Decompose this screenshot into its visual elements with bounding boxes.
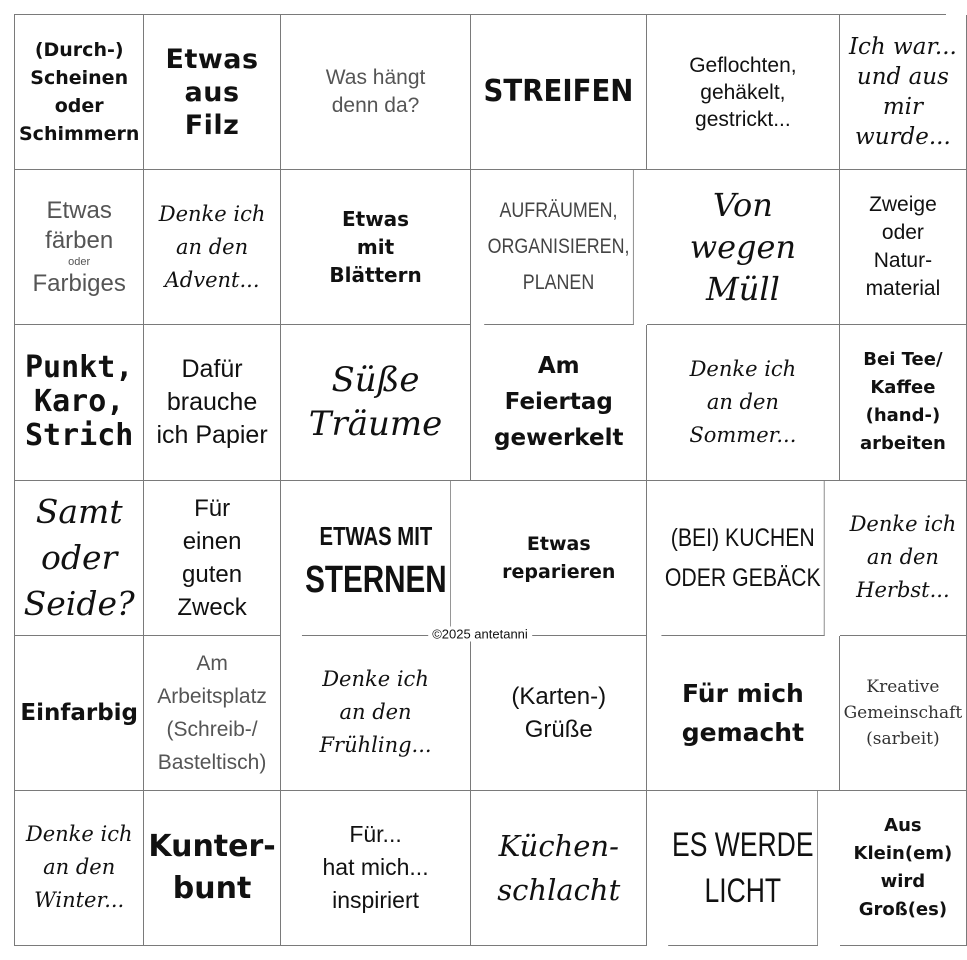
bingo-cell[interactable]	[144, 636, 280, 791]
cell-line: STERNEN	[304, 558, 447, 601]
cell-line: Frühling...	[319, 733, 432, 758]
cell-line: Natur-	[873, 249, 933, 273]
cell-line: oder	[54, 95, 104, 118]
cell-line: (sarbeit)	[866, 728, 940, 749]
cell-line: Groß(es)	[858, 898, 948, 920]
bingo-cell[interactable]	[485, 170, 634, 325]
bingo-cell[interactable]	[15, 636, 144, 791]
cell-line: mir	[882, 94, 923, 121]
cell-line: material	[865, 277, 941, 301]
cell-line: Am	[537, 353, 580, 380]
cell-line: Sommer...	[689, 422, 797, 447]
cell-line: Herbst...	[856, 578, 950, 603]
cell-line: wird	[880, 870, 926, 892]
bingo-cell[interactable]	[281, 636, 472, 791]
cell-line: AUFRÄUMEN,	[499, 199, 618, 223]
cell-line: Aus	[884, 814, 922, 836]
cell-line: Träume	[308, 404, 443, 445]
bingo-cell[interactable]	[840, 170, 967, 325]
bingo-cell[interactable]	[647, 15, 839, 170]
cell-line: Karo,	[34, 384, 125, 420]
bingo-cell[interactable]	[281, 791, 472, 946]
bingo-cell[interactable]	[840, 481, 967, 636]
cell-line: Was hängt	[325, 66, 426, 90]
cell-line: LICHT	[704, 871, 782, 910]
cell-line: STREIFEN	[483, 74, 634, 110]
cell-line: und aus	[856, 64, 949, 91]
bingo-cell[interactable]	[15, 15, 144, 170]
bingo-cell[interactable]	[471, 481, 647, 636]
cell-line: färben	[45, 226, 114, 254]
cell-line: Von	[712, 186, 773, 225]
cell-line: mit	[356, 235, 395, 260]
cell-line: Ich war...	[848, 34, 957, 61]
cell-line: Grüße	[524, 715, 593, 743]
cell-line: Feiertag	[504, 389, 613, 416]
cell-line: Geflochten,	[689, 53, 797, 77]
cell-line: Für	[194, 494, 231, 522]
bingo-cell[interactable]	[302, 481, 451, 636]
bingo-cell[interactable]	[840, 325, 967, 480]
cell-line: Zweck	[177, 593, 247, 621]
bingo-cell[interactable]	[647, 170, 839, 325]
cell-line: oder	[41, 537, 118, 577]
bingo-cell[interactable]	[840, 15, 967, 170]
cell-line: an den	[176, 234, 249, 259]
cell-line: schlacht	[497, 872, 621, 907]
cell-line: Denke ich	[689, 356, 797, 381]
bingo-cell[interactable]	[15, 481, 144, 636]
bingo-cell[interactable]	[471, 325, 647, 480]
cell-line: ich Papier	[156, 420, 268, 449]
bingo-cell[interactable]	[471, 636, 647, 791]
cell-line: Küchen-	[498, 828, 619, 863]
cell-line: Denke ich	[158, 201, 266, 226]
cell-line: denn da?	[331, 94, 420, 118]
cell-line: Schimmern	[19, 123, 140, 146]
copyright-notice: ©2025 antetanni	[428, 627, 532, 642]
cell-line: (Schreib-/	[166, 717, 258, 741]
cell-line: Etwas	[46, 196, 112, 224]
cell-line: brauche	[166, 387, 258, 416]
cell-line: Blättern	[329, 263, 422, 288]
cell-line: an den	[43, 855, 116, 880]
cell-line: Für mich	[681, 678, 804, 708]
cell-line: PLANEN	[523, 271, 595, 295]
bingo-cell[interactable]	[668, 791, 818, 946]
cell-line: wurde...	[855, 124, 951, 151]
cell-line: Seide?	[23, 583, 135, 623]
bingo-cell[interactable]	[281, 170, 472, 325]
cell-line: hat mich...	[322, 854, 429, 881]
cell-line: Arbeitsplatz	[157, 684, 267, 708]
cell-line: Süße	[331, 360, 420, 401]
cell-line: reparieren	[502, 560, 616, 583]
cell-line: (Karten-)	[511, 682, 607, 710]
cell-line: Filz	[184, 109, 240, 141]
cell-line: gehäkelt,	[700, 80, 786, 104]
cell-line: Für...	[349, 821, 402, 848]
cell-line: arbeiten	[859, 433, 946, 455]
cell-line: Advent...	[164, 267, 260, 292]
bingo-cell[interactable]	[647, 325, 839, 480]
cell-line: Etwas	[526, 532, 591, 555]
bingo-cell[interactable]	[471, 791, 647, 946]
cell-line: ODER GEBÄCK	[665, 563, 821, 592]
cell-line: Kaffee	[870, 377, 936, 399]
cell-line: oder	[68, 255, 91, 268]
cell-line: Müll	[705, 270, 780, 309]
bingo-cell[interactable]	[840, 636, 967, 791]
cell-line: Punkt,	[25, 350, 134, 386]
cell-line: bunt	[172, 870, 252, 906]
cell-line: an den	[339, 700, 412, 725]
cell-line: Denke ich	[849, 512, 957, 537]
bingo-cell[interactable]	[647, 636, 839, 791]
cell-line: Farbiges	[32, 269, 126, 297]
cell-line: Basteltisch)	[157, 750, 267, 774]
cell-line: inspiriert	[332, 887, 419, 914]
cell-line: einen	[182, 527, 242, 555]
bingo-cell[interactable]	[15, 791, 144, 946]
bingo-cell[interactable]	[840, 791, 967, 946]
cell-line: gestrickt...	[695, 107, 791, 131]
cell-line: (Durch-)	[34, 39, 124, 62]
cell-line: wegen	[689, 228, 797, 267]
cell-line: (BEI) KUCHEN	[670, 523, 815, 552]
cell-line: an den	[866, 545, 939, 570]
cell-line: Etwas	[341, 207, 410, 232]
cell-line: Am	[196, 651, 228, 675]
bingo-cell[interactable]	[144, 170, 280, 325]
bingo-cell[interactable]	[15, 325, 144, 480]
bingo-cell[interactable]	[281, 15, 472, 170]
cell-line: Kreative	[866, 676, 940, 697]
bingo-cell[interactable]	[281, 325, 472, 480]
cell-line: Winter...	[34, 888, 125, 913]
cell-line: gewerkelt	[494, 425, 624, 452]
cell-line: Dafür	[181, 354, 243, 383]
cell-line: Scheinen	[30, 67, 129, 90]
cell-line: an den	[706, 389, 779, 414]
cell-line: gemacht	[681, 717, 805, 747]
bingo-cell[interactable]	[471, 15, 647, 170]
bingo-cell[interactable]	[144, 325, 280, 480]
bingo-cell[interactable]	[662, 481, 826, 636]
cell-line: ES WERDE	[672, 825, 814, 864]
bingo-board	[14, 14, 963, 946]
cell-line: Strich	[25, 418, 134, 454]
cell-line: Etwas	[165, 43, 259, 75]
cell-line: oder	[881, 221, 924, 245]
bingo-cell[interactable]	[144, 791, 280, 946]
cell-line: Kunter-	[148, 828, 276, 864]
cell-line: Einfarbig	[20, 699, 139, 726]
cell-line: ORGANISIEREN,	[487, 235, 630, 259]
cell-line: Bei Tee/	[863, 349, 943, 371]
bingo-cell[interactable]	[15, 170, 144, 325]
cell-line: ETWAS MIT	[319, 520, 432, 551]
cell-line: guten	[182, 560, 243, 588]
cell-line: Denke ich	[25, 822, 133, 847]
bingo-cell[interactable]	[144, 15, 280, 170]
bingo-cell[interactable]	[144, 481, 280, 636]
cell-line: Samt	[35, 491, 123, 531]
cell-line: Gemeinschaft	[843, 702, 963, 723]
cell-line: Denke ich	[322, 667, 429, 692]
cell-line: (hand-)	[865, 405, 941, 427]
cell-line: Zweige	[869, 193, 937, 217]
cell-line: Klein(em)	[853, 842, 953, 864]
cell-line: aus	[184, 76, 240, 108]
